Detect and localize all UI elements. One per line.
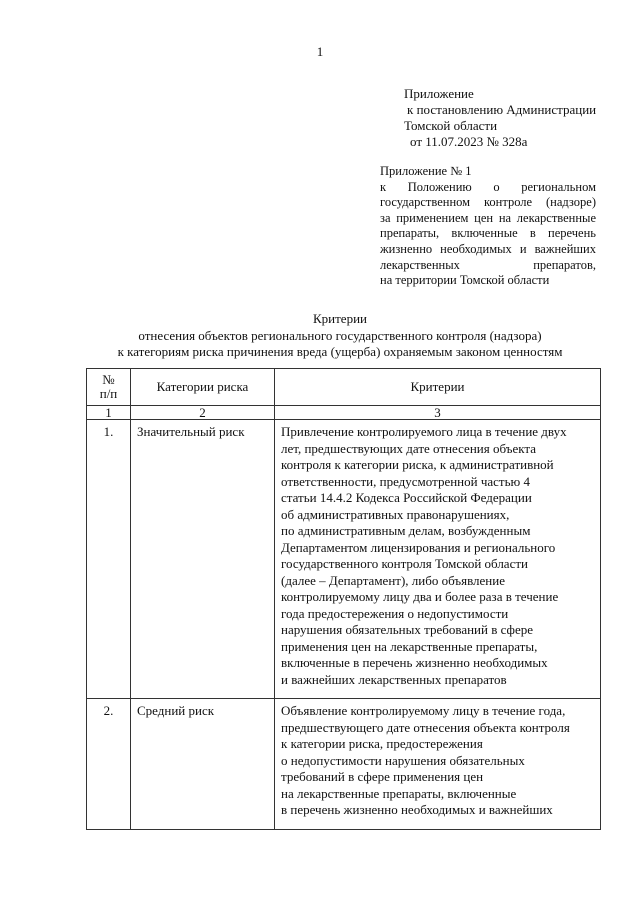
- criteria-line: Привлечение контролируемого лица в течение двух: [281, 424, 567, 439]
- criteria-line: к категории риска, предостережения: [281, 736, 483, 751]
- annex-note: [380, 164, 596, 289]
- heading-line: к категориям риска причинения вреда (ущерба) охраняемым законом ценностям: [117, 344, 563, 359]
- criteria-line: Департаментом лицензирования и регионального: [281, 539, 556, 555]
- appendix-line: от 11.07.2023 № 328а: [410, 134, 528, 149]
- header-number-line: п/п: [99, 386, 118, 401]
- heading-line: отнесения объектов регионального государственного контроля (надзора): [138, 327, 542, 343]
- criteria-line: требований в сфере применения цен: [281, 769, 484, 784]
- criteria-line: на лекарственные препараты, включенные: [281, 785, 517, 801]
- annex-line: лекарственных препаратов,: [380, 257, 596, 272]
- header-number-line: №: [102, 371, 115, 387]
- criteria-line: Объявление контролируемому лицу в течение года,: [281, 703, 566, 718]
- row-number: 1.: [87, 420, 131, 699]
- risk-category: Средний риск: [131, 699, 275, 830]
- table-row: [87, 699, 601, 830]
- table-row: [87, 420, 601, 699]
- header-number: [87, 369, 131, 406]
- appendix-line: Приложение: [404, 86, 474, 101]
- appendix-line: к постановлению Администрации: [407, 102, 597, 117]
- column-number: 1: [87, 406, 131, 420]
- header-criteria: Критерии: [275, 369, 601, 406]
- annex-line: на территории Томской области: [380, 273, 550, 288]
- criteria-line: государственного контроля Томской области: [281, 556, 528, 571]
- document-heading: [80, 311, 600, 361]
- risk-category: Значительный риск: [131, 420, 275, 699]
- criteria-line: о недопустимости нарушения обязательных: [281, 752, 525, 768]
- criteria-line: и важнейших лекарственных препаратов: [281, 671, 507, 687]
- annex-line: препараты, включенные в перечень: [380, 226, 596, 241]
- criteria-line: контроля к категории риска, к административной: [281, 457, 554, 472]
- heading-title: Критерии: [313, 311, 367, 326]
- criteria-line: статьи 14.4.2 Кодекса Российской Федерации: [281, 490, 532, 505]
- annex-line: жизненно необходимых и важнейших: [380, 241, 596, 256]
- criteria-line: по административным делам, возбужденным: [281, 523, 531, 538]
- annex-title: Приложение № 1: [380, 164, 472, 178]
- column-number: 2: [131, 406, 275, 420]
- criteria-line: года предостережения о недопустимости: [281, 605, 509, 621]
- row-number: 2.: [87, 699, 131, 830]
- appendix-note: [404, 86, 604, 150]
- criteria-line: лет, предшествующих дате отнесения объекта: [281, 440, 536, 456]
- table-header-row: [87, 369, 601, 406]
- criteria-line: контролируемому лицу два и более раза в течение: [281, 589, 559, 604]
- criteria-line: об административных правонарушениях,: [281, 506, 510, 522]
- annex-line: за применением цен на лекарственные: [380, 210, 596, 225]
- annex-line: государственном контроле (надзоре): [380, 195, 596, 210]
- criteria-table: [86, 368, 601, 830]
- criteria-line: предшествующего дате отнесения объекта контроля: [281, 719, 570, 735]
- criteria-line: нарушения обязательных требований в сфере: [281, 622, 533, 637]
- column-number: 3: [275, 406, 601, 420]
- criteria-line: применения цен на лекарственные препараты,: [281, 638, 538, 654]
- criteria-line: в перечень жизненно необходимых и важнейших: [281, 802, 553, 817]
- criteria-line: ответственности, предусмотренной частью 4: [281, 473, 530, 489]
- header-category: Категории риска: [131, 369, 275, 406]
- criteria-text: [275, 699, 601, 830]
- annex-line: к Положению о региональном: [380, 179, 596, 194]
- criteria-text: [275, 420, 601, 699]
- criteria-line: (далее – Департамент), либо объявление: [281, 572, 505, 588]
- page-number: 1: [316, 44, 324, 59]
- appendix-line: Томской области: [404, 118, 498, 133]
- criteria-line: включенные в перечень жизненно необходимых: [281, 655, 548, 670]
- column-number-row: [87, 406, 601, 420]
